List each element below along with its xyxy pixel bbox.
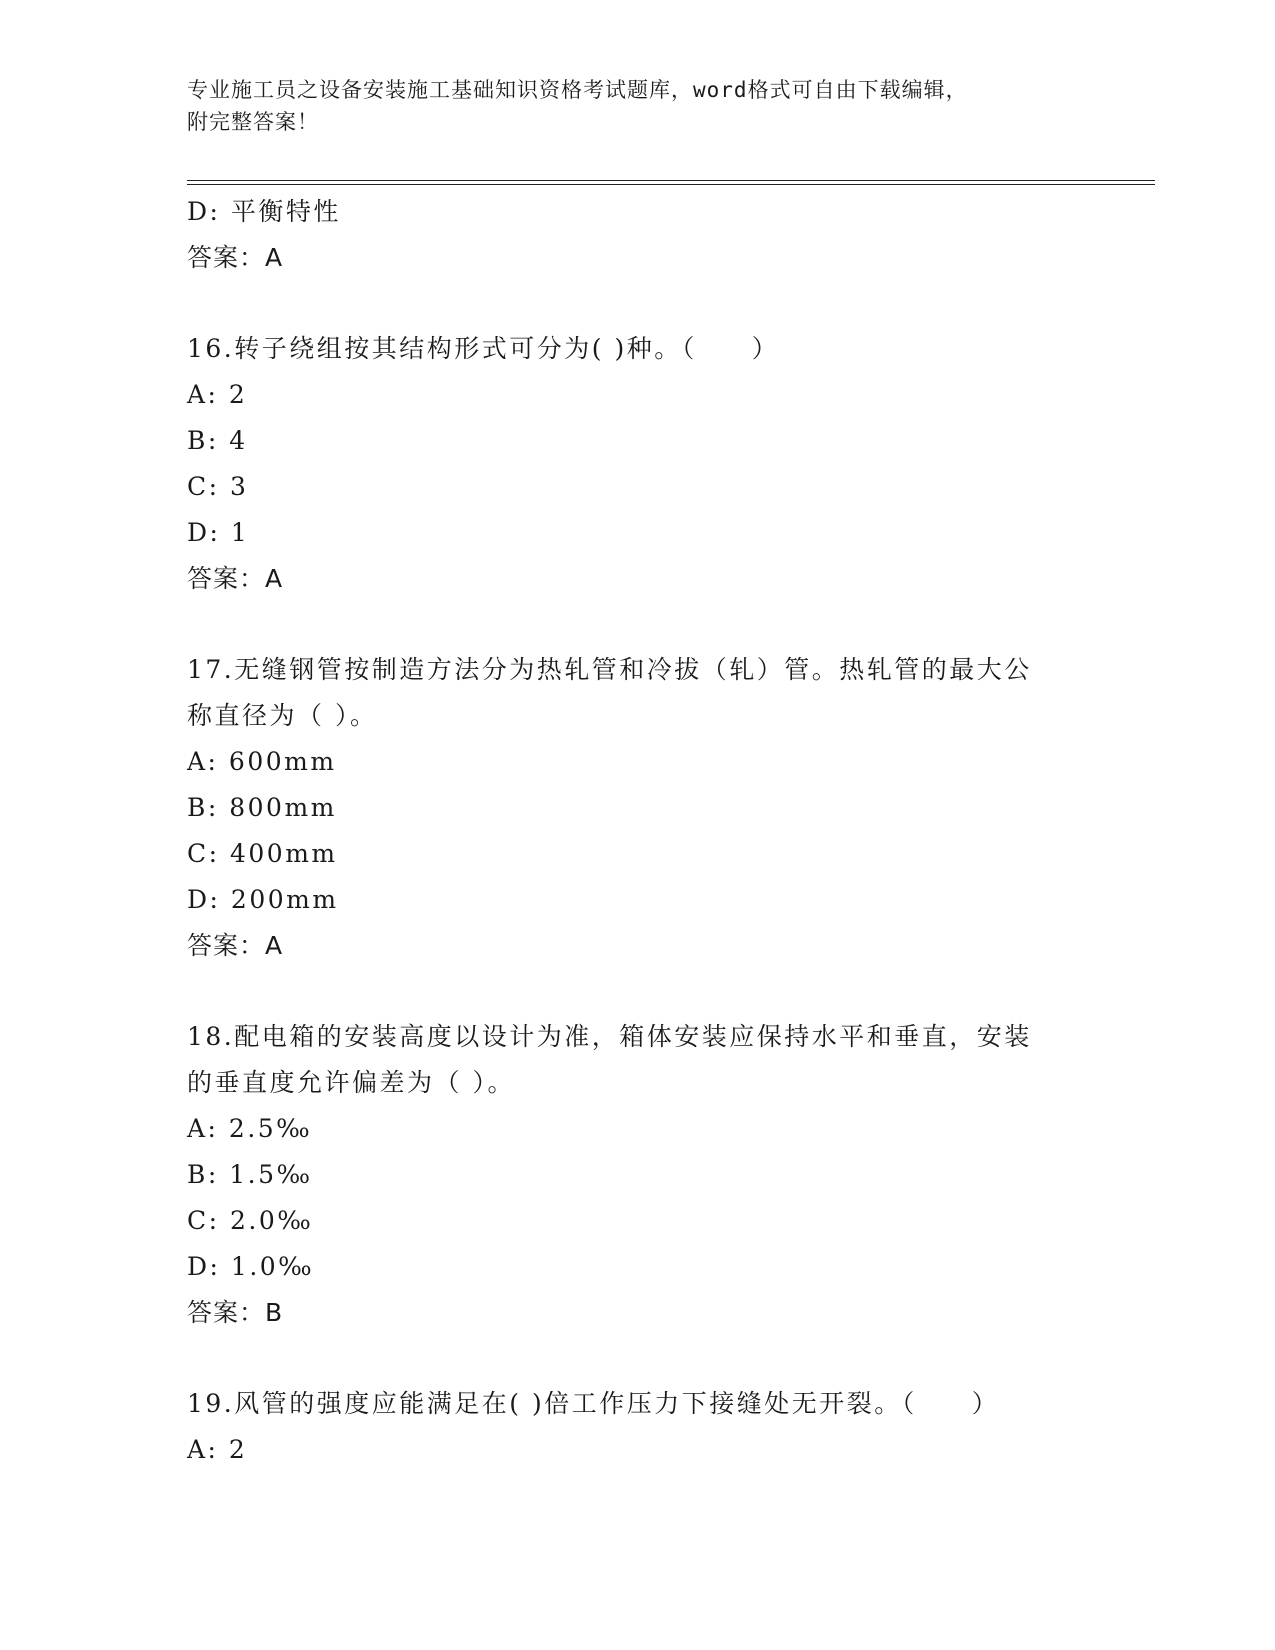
question-text-line-2: 的垂直度允许偏差为（ ）。 — [187, 1068, 515, 1097]
option-d: D: 1.0‰ — [187, 1252, 315, 1281]
option-d: D: 200mm — [187, 885, 339, 914]
option-b: B: 1.5‰ — [187, 1160, 313, 1189]
option-b: B: 800mm — [187, 793, 337, 822]
option-c: C: 400mm — [187, 839, 338, 868]
question-17 — [187, 647, 1087, 969]
question-16 — [187, 326, 1087, 602]
option-a: A: 2.5‰ — [187, 1114, 313, 1143]
answer-line: 答案：A — [187, 931, 284, 960]
header-divider-top — [187, 180, 1155, 181]
option-c: C: 3 — [187, 472, 249, 501]
question-text: 19.风管的强度应能满足在( )倍工作压力下接缝处无开裂。（ ） — [187, 1389, 1000, 1418]
question-19 — [187, 1381, 1087, 1473]
header-divider-bottom — [187, 184, 1155, 185]
prev-question — [187, 189, 1087, 281]
question-text-line-1: 17.无缝钢管按制造方法分为热轧管和冷拔（轧）管。热轧管的最大公 — [187, 655, 1032, 684]
question-text: 16.转子绕组按其结构形式可分为( )种。（ ） — [187, 334, 780, 363]
option-a: A: 600mm — [187, 747, 337, 776]
question-text-line-2: 称直径为（ ）。 — [187, 701, 378, 730]
answer-line: 答案：A — [187, 243, 284, 272]
option-d: D: 1 — [187, 518, 250, 547]
header-line-1: 专业施工员之设备安装施工基础知识资格考试题库，word格式可自由下载编辑， — [187, 78, 968, 102]
option-a: A: 2 — [187, 1435, 248, 1464]
document-body — [187, 189, 1087, 1473]
header-line-2: 附完整答案！ — [187, 110, 319, 134]
option-d: D: 平衡特性 — [187, 197, 341, 226]
option-c: C: 2.0‰ — [187, 1206, 314, 1235]
question-text-line-1: 18.配电箱的安装高度以设计为准，箱体安装应保持水平和垂直，安装 — [187, 1022, 1032, 1051]
answer-line: 答案：A — [187, 564, 284, 593]
question-18 — [187, 1014, 1087, 1336]
answer-line: 答案：B — [187, 1298, 284, 1327]
option-b: B: 4 — [187, 426, 248, 455]
option-a: A: 2 — [187, 380, 248, 409]
document-header — [187, 74, 1087, 138]
